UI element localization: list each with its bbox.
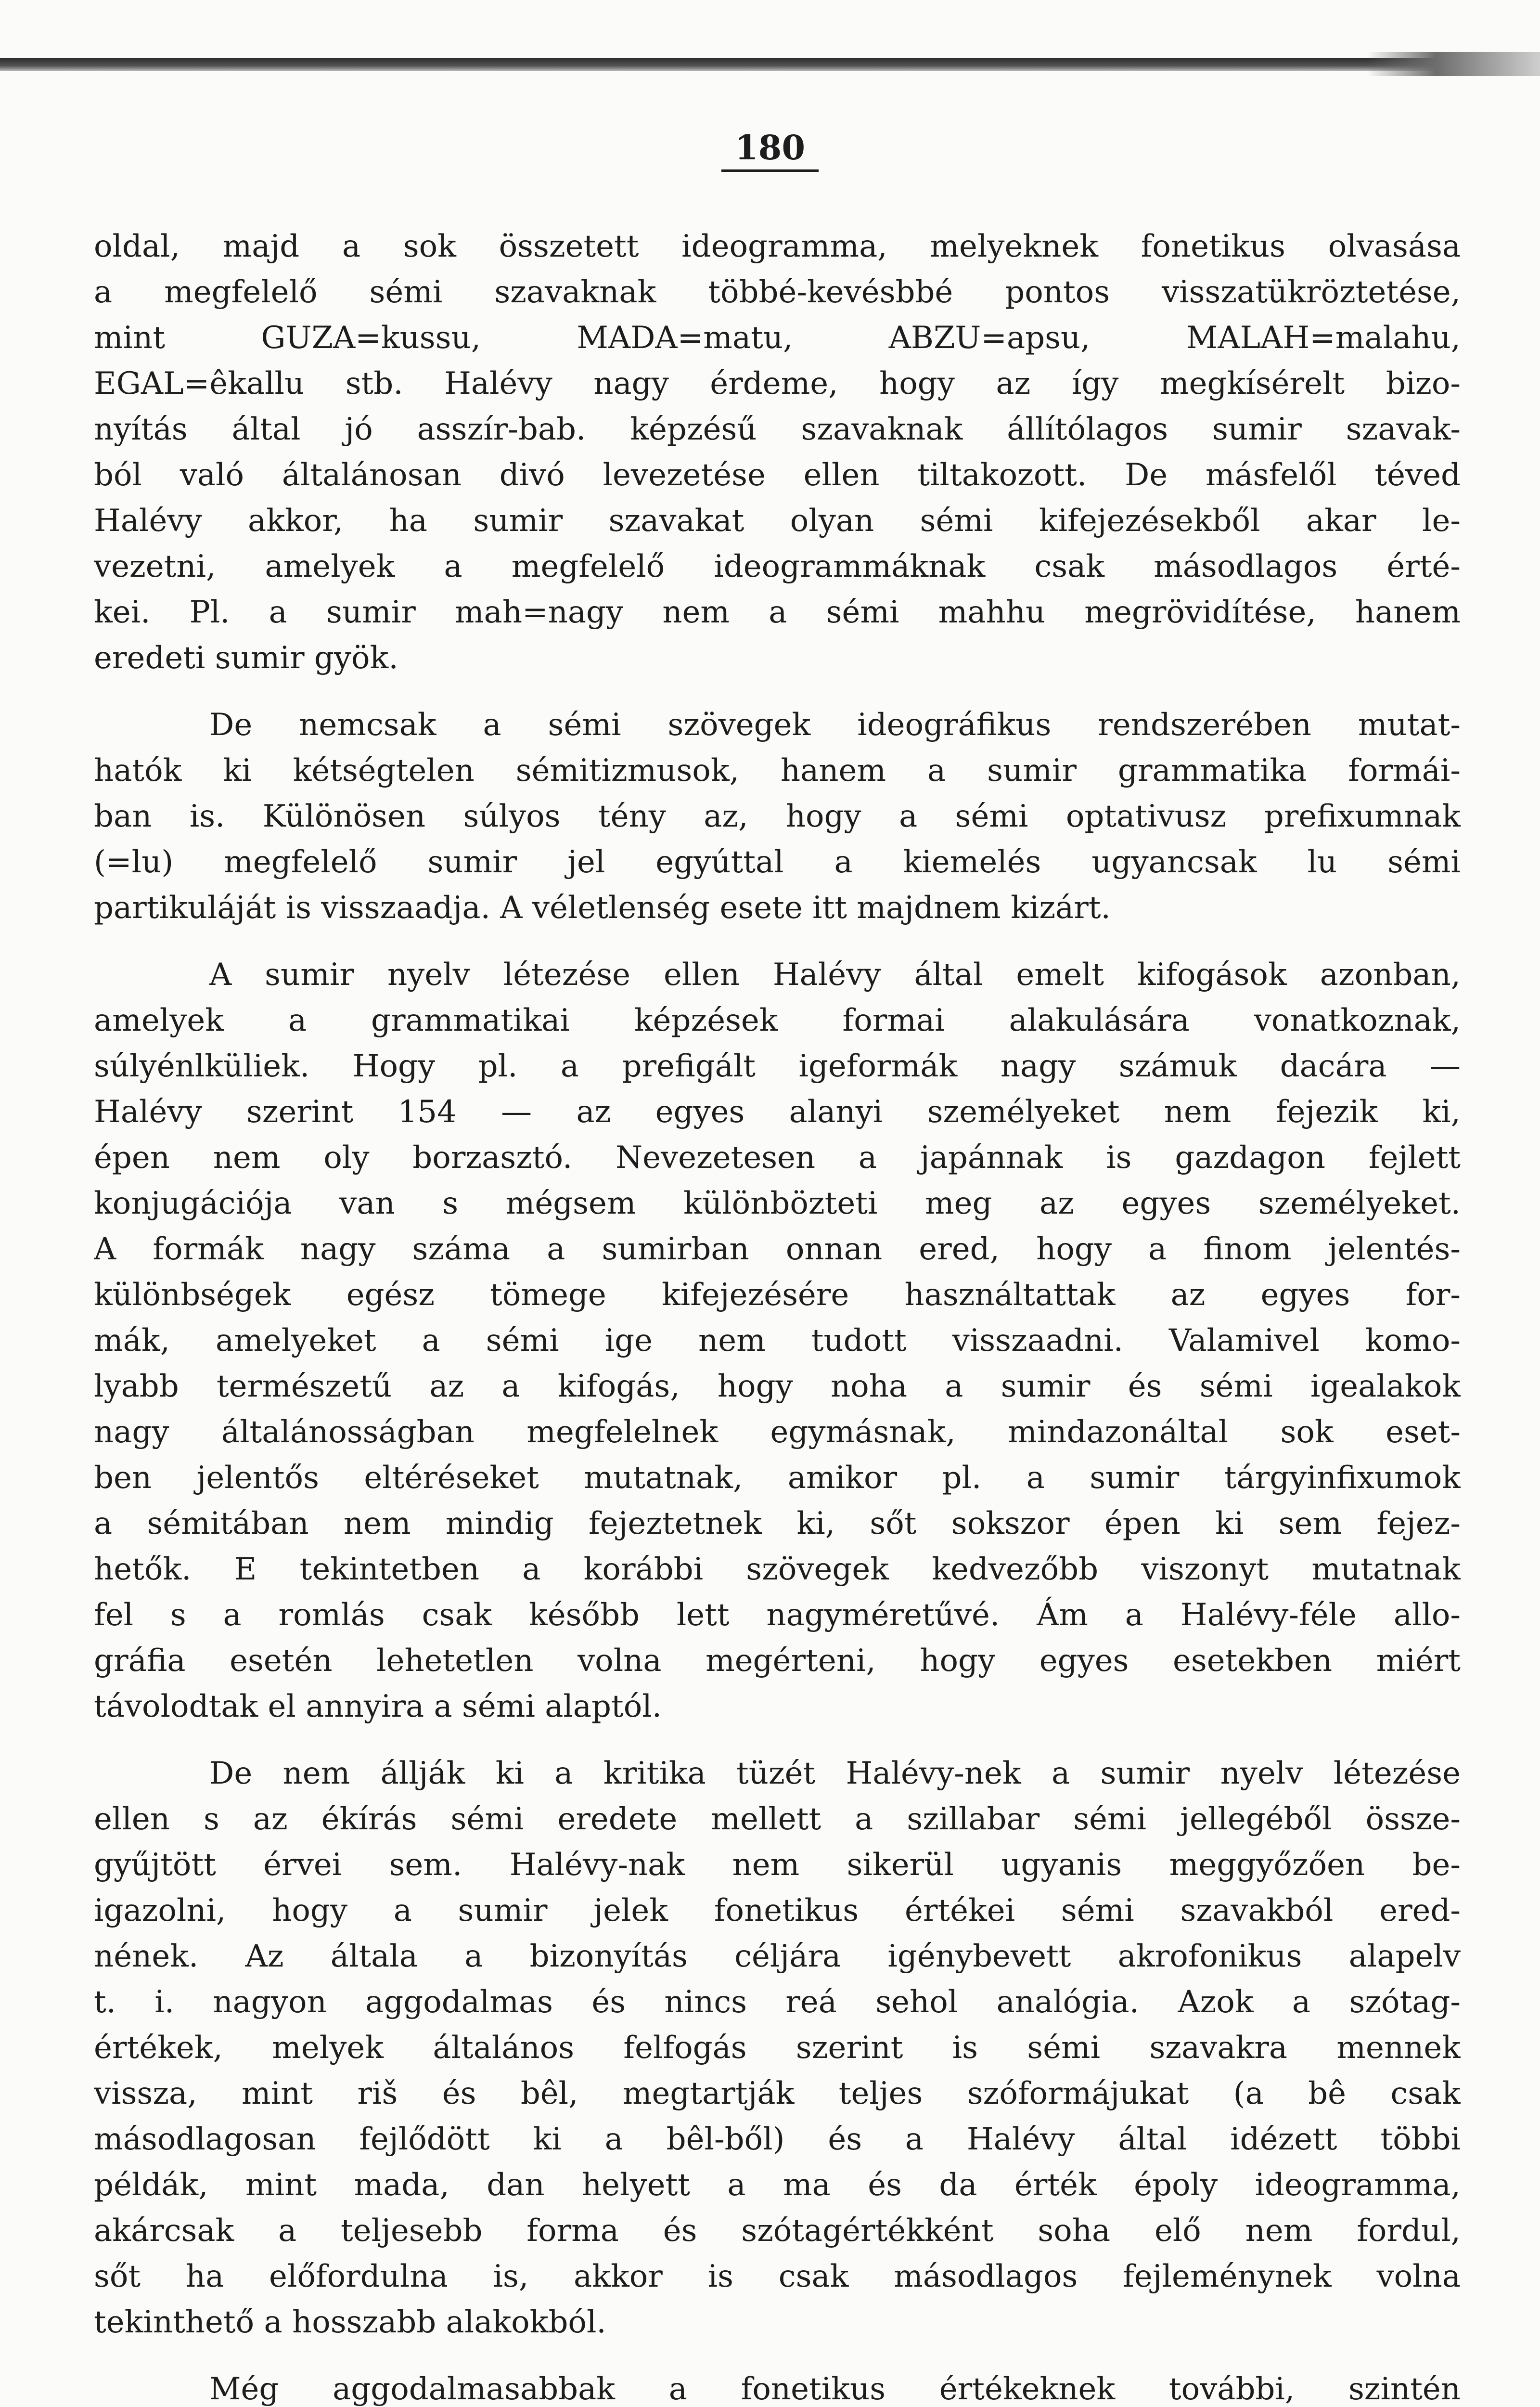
text-line: eredeti sumir gyök. [94, 640, 398, 676]
text-line: a sémitában nem mindig fejeztetnek ki, sőt sokszor épen ki sem fejez- [94, 1506, 1461, 1541]
text-line: súlyénlküliek. Hogy pl. a prefigált igeformák nagy számuk dacára — [94, 1048, 1461, 1084]
text-line: De nem állják ki a kritika tüzét Halévy-nek a sumir nyelv létezése [209, 1756, 1461, 1791]
text-line: oldal, majd a sok összetett ideogramma, melyeknek fonetikus olvasása [94, 229, 1461, 264]
text-line: fel s a romlás csak később lett nagyméretűvé. Ám a Halévy-féle allo- [94, 1597, 1461, 1633]
text-line: partikuláját is visszaadja. A véletlenség esete itt majdnem kizárt. [94, 890, 1111, 926]
text-line: példák, mint mada, dan helyett a ma és da érték époly ideogramma, [94, 2167, 1461, 2203]
text-line: ben jelentős eltéréseket mutatnak, amikor pl. a sumir tárgyinfixumok [94, 1460, 1461, 1496]
text-line: akárcsak a teljesebb forma és szótagértékként soha elő nem fordul, [94, 2213, 1461, 2249]
text-line: gyűjtött érvei sem. Halévy-nak nem sikerül ugyanis meggyőzően be- [94, 1847, 1461, 1883]
page-number [0, 128, 1540, 172]
text-line: De nemcsak a sémi szövegek ideográfikus rendszerében mutat- [209, 707, 1461, 743]
text-line: kei. Pl. a sumir mah=nagy nem a sémi mahhu megrövidítése, hanem [94, 595, 1461, 630]
text-line: vezetni, amelyek a megfelelő ideogrammáknak csak másodlagos érté- [94, 549, 1461, 584]
text-line: ban is. Különösen súlyos tény az, hogy a sémi optativusz prefixumnak [94, 799, 1461, 834]
text-line: A formák nagy száma a sumirban onnan ered, hogy a finom jelentés- [94, 1231, 1461, 1267]
text-line: nagy általánosságban megfelelnek egymásnak, mindazonáltal sok eset- [94, 1414, 1461, 1450]
text-line: épen nem oly borzasztó. Nevezetesen a japánnak is gazdagon fejlett [94, 1140, 1461, 1176]
page-number-text: 180 [721, 131, 819, 172]
text-line: t. i. nagyon aggodalmas és nincs reá sehol analógia. Azok a szótag- [94, 1984, 1461, 2020]
text-line: nének. Az általa a bizonyítás céljára igénybevett akrofonikus alapelv [94, 1939, 1461, 1974]
text-line: értékek, melyek általános felfogás szerint is sémi szavakra mennek [94, 2030, 1461, 2066]
text-line: gráfia esetén lehetetlen volna megérteni, hogy egyes esetekben miért [94, 1643, 1461, 1679]
text-line: hatók ki kétségtelen sémitizmusok, hanem a sumir grammatika formái- [94, 753, 1461, 789]
text-line: tekinthető a hosszabb alakokból. [94, 2304, 606, 2340]
text-line: különbségek egész tömege kifejezésére használtattak az egyes for- [94, 1277, 1461, 1313]
text-line: lyabb természetű az a kifogás, hogy noha a sumir és sémi igealakok [94, 1369, 1461, 1404]
text-line: vissza, mint riš és bêl, megtartják teljes szóformájukat (a bê csak [94, 2076, 1461, 2111]
text-line: EGAL=êkallu stb. Halévy nagy érdeme, hogy az így megkísérelt bizo- [94, 366, 1461, 401]
text-line: ból való általánosan divó levezetése ellen tiltakozott. De másfelől téved [94, 457, 1461, 493]
text-line: nyítás által jó asszír-bab. képzésű szavaknak állítólagos sumir szavak- [94, 412, 1461, 447]
text-line: ellen s az ékírás sémi eredete mellett a szillabar sémi jellegéből össze- [94, 1801, 1461, 1837]
text-line: Halévy akkor, ha sumir szavakat olyan sémi kifejezésekből akar le- [94, 503, 1461, 539]
paragraph-2 [94, 702, 1461, 931]
text-line: Halévy szerint 154 — az egyes alanyi személyeket nem fejezik ki, [94, 1094, 1461, 1130]
body-text [94, 224, 1461, 2407]
text-line: másodlagosan fejlődött ki a bêl-ből) és a Halévy által idézett többi [94, 2122, 1461, 2157]
text-line: mint GUZA=kussu, MADA=matu, ABZU=apsu, MALAH=malahu, [94, 320, 1461, 356]
paragraph-5 [94, 2367, 1461, 2407]
paragraph-3 [94, 952, 1461, 1730]
paragraph-4 [94, 1751, 1461, 2345]
scan-edge-shadow-tail [1367, 52, 1540, 76]
text-line: mák, amelyeket a sémi ige nem tudott visszaadni. Valamivel komo- [94, 1323, 1461, 1359]
text-line: A sumir nyelv létezése ellen Halévy által emelt kifogások azonban, [209, 957, 1461, 993]
text-line: sőt ha előfordulna is, akkor is csak másodlagos fejleménynek volna [94, 2259, 1461, 2294]
text-line: konjugációja van s mégsem különbözteti meg az egyes személyeket. [94, 1186, 1461, 1221]
text-line: igazolni, hogy a sumir jelek fonetikus értékei sémi szavakból ered- [94, 1893, 1461, 1928]
text-line: amelyek a grammatikai képzések formai alakulására vonatkoznak, [94, 1003, 1461, 1038]
text-line: hetők. E tekintetben a korábbi szövegek kedvezőbb viszonyt mutatnak [94, 1552, 1461, 1587]
paragraph-1 [94, 224, 1461, 681]
text-line: távolodtak el annyira a sémi alaptól. [94, 1689, 662, 1724]
text-line: (=lu) megfelelő sumir jel egyúttal a kiemelés ugyancsak lu sémi [94, 844, 1461, 880]
text-line: Még aggodalmasabbak a fonetikus értékeknek további, szintén [209, 2371, 1461, 2407]
scan-edge-shadow [0, 58, 1540, 71]
text-line: a megfelelő sémi szavaknak többé-kevésbbé pontos visszatükröztetése, [94, 274, 1461, 310]
